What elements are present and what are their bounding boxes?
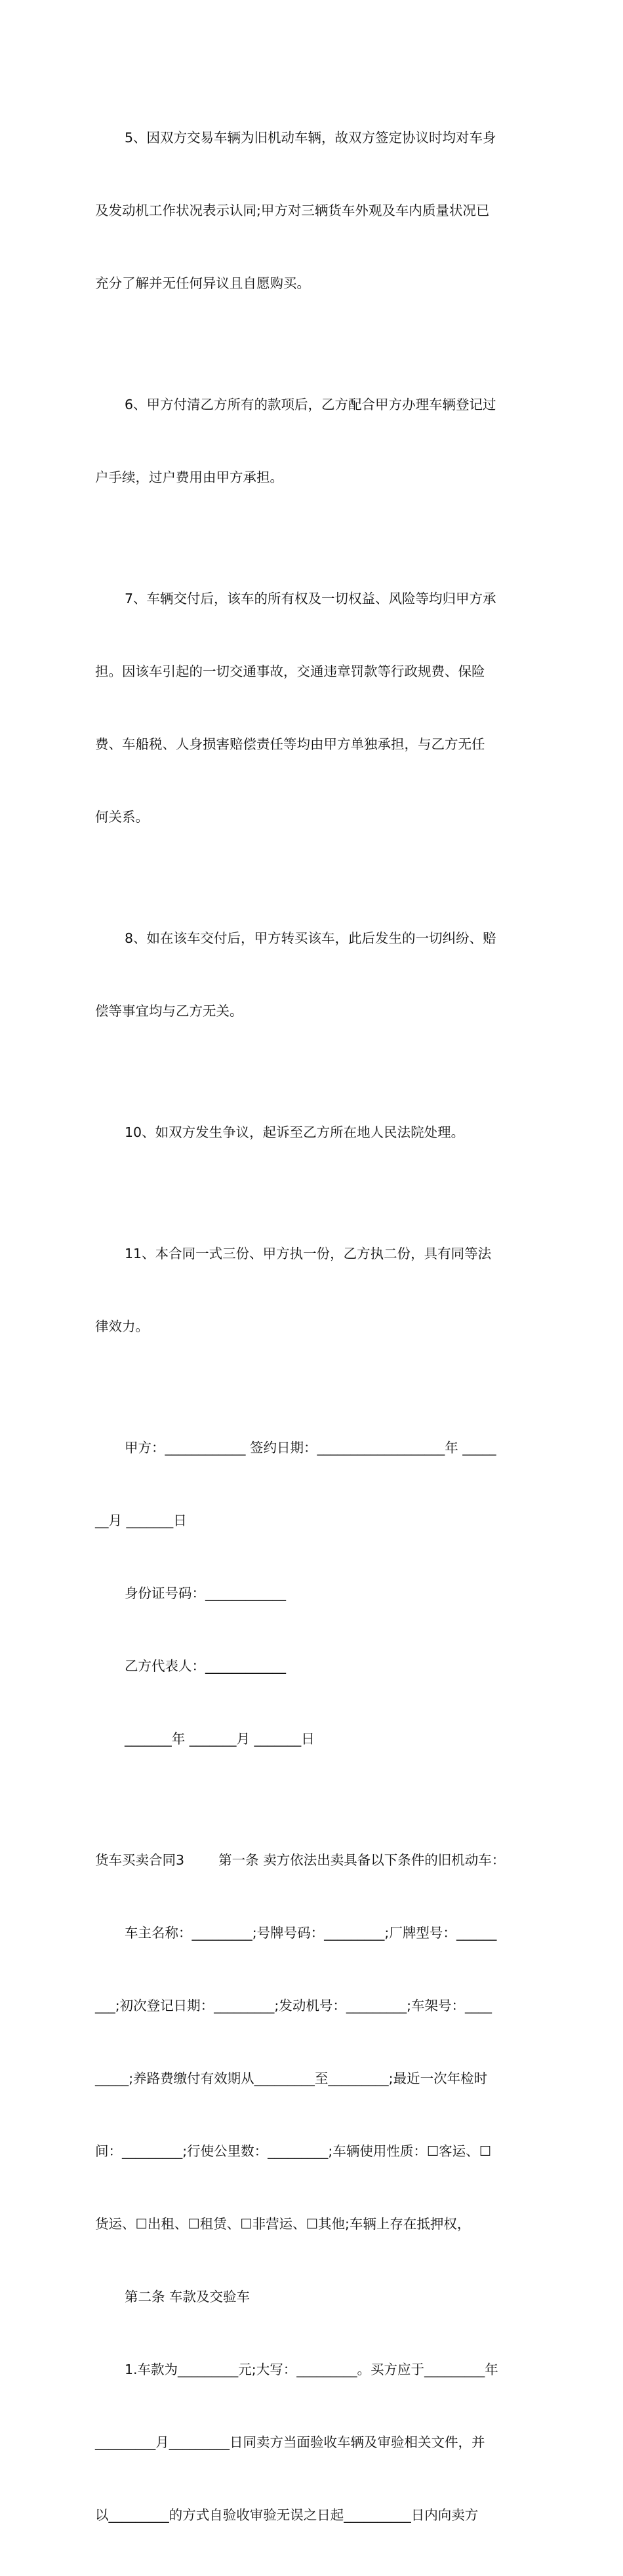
clause-7-line-2: 担。因该车引起的一切交通事故，交通违章罚款等行政规费、保险	[95, 664, 485, 679]
clause-7-line-3: 费、车船税、人身损害赔偿责任等均由甲方单独承担，与乙方无任	[95, 736, 485, 752]
clause-11	[95, 1193, 529, 1387]
clause-8-line-1: 8、如在该车交付后，甲方转买该车，此后发生的一切纠纷、赔	[125, 930, 496, 946]
clause-11-line-2: 律效力。	[95, 1318, 149, 1334]
id-number-line: 身份证号码：____________	[125, 1585, 286, 1601]
clause-10	[95, 1072, 529, 1193]
article-2-line-2: _________月_________日同卖方当面验收车辆及审验相关文件，并	[95, 2434, 485, 2450]
article-1-line-4: 间：_________;行使公里数：_________;车辆使用性质：☐客运、☐	[95, 2143, 492, 2159]
clause-10-line-1: 10、如双方发生争议，起诉至乙方所在地人民法院处理。	[125, 1124, 465, 1140]
article-1-line-2: ___;初次登记日期：_________;发动机号：_________;车架号：____	[95, 1998, 492, 2013]
clause-5-line-2: 及发动机工作状况表示认同;甲方对三辆货车外观及车内质量状况已	[95, 203, 490, 218]
clause-7-line-4: 何关系。	[95, 809, 149, 825]
article-1-line-5: 货运、☐出租、☐租赁、☐非营运、☐其他;车辆上存在抵押权，	[95, 2216, 471, 2232]
signature-date-continued: __月 _______日	[95, 1513, 187, 1528]
clause-7-line-1: 7、车辆交付后，该车的所有权及一切权益、风险等均归甲方承	[125, 591, 496, 606]
party-a-signature-date: 甲方：____________ 签约日期：___________________年 _____	[125, 1440, 496, 1456]
clause-6-line-2: 户手续，过户费用由甲方承担。	[95, 469, 283, 485]
date-line: _______年 _______月 _______日	[125, 1731, 315, 1747]
party-b-representative-line: 乙方代表人：____________	[125, 1658, 286, 1674]
clause-6	[95, 344, 529, 538]
clause-5-line-1: 5、因双方交易车辆为旧机动车辆，故双方签定协议时均对车身	[125, 130, 496, 146]
article-2-line-1: 1.车款为_________元;大写：_________。买方应于_________年	[125, 2362, 498, 2377]
contract-3	[95, 1800, 529, 2576]
article-1-line-1: 车主名称：_________;号牌号码：_________;厂牌型号：______	[125, 1925, 497, 1941]
clause-5	[95, 77, 529, 344]
article-1-line-3: _____;养路费缴付有效期从_________至_________;最近一次年检时	[95, 2071, 488, 2086]
clause-7	[95, 538, 529, 878]
signature-block	[95, 1387, 529, 1800]
clause-6-line-1: 6、甲方付清乙方所有的款项后，乙方配合甲方办理车辆登记过	[125, 397, 496, 412]
clause-11-line-1: 11、本合同一式三份、甲方执一份，乙方执二份，具有同等法	[125, 1246, 492, 1261]
clause-8	[95, 878, 529, 1072]
article-2-title: 第二条 车款及交验车	[125, 2289, 251, 2305]
article-2-line-3: 以_________的方式自验收审验无误之日起__________日内向卖方	[95, 2507, 479, 2523]
document-page	[95, 77, 529, 2576]
contract-3-title-article-1: 货车买卖合同3 第一条 卖方依法出卖具备以下条件的旧机动车：	[95, 1852, 506, 1868]
clause-8-line-2: 偿等事宜均与乙方无关。	[95, 1003, 243, 1019]
clause-5-line-3: 充分了解并无任何异议且自愿购买。	[95, 275, 310, 291]
